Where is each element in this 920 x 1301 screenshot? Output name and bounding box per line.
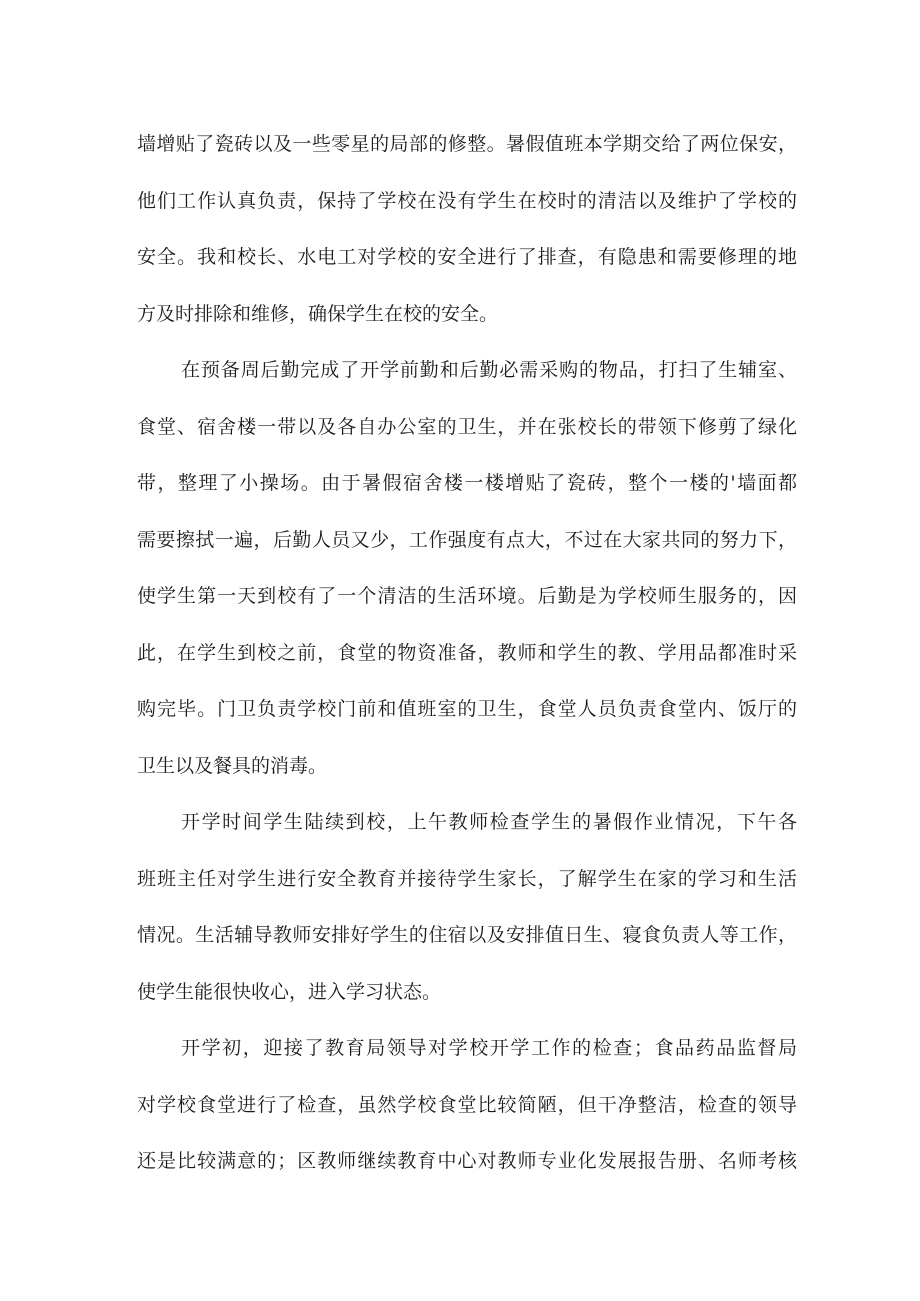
paragraph-3 <box>137 794 797 1020</box>
text-line: 墙增贴了瓷砖以及一些零星的局部的修整。暑假值班本学期交给了两位保安， <box>137 133 797 155</box>
paragraph-1 <box>137 116 797 342</box>
text-line: 开学时间学生陆续到校，上午教师检查学生的暑假作业情况，下午各 <box>181 811 797 833</box>
text-line: 情况。生活辅导教师安排好学生的住宿以及安排值日生、寝食负责人等工作， <box>137 924 797 946</box>
text-line: 在预备周后勤完成了开学前勤和后勤必需采购的物品，打扫了生辅室、 <box>181 359 797 381</box>
text-line: 卫生以及餐具的消毒。 <box>137 754 328 777</box>
text-line: 安全。我和校长、水电工对学校的安全进行了排查，有隐患和需要修理的地 <box>137 246 797 268</box>
text-line: 对学校食堂进行了检查，虽然学校食堂比较简陋，但干净整洁，检查的领导 <box>137 1093 797 1116</box>
text-line: 购完毕。门卫负责学校门前和值班室的卫生，食堂人员负责食堂内、饭厅的 <box>137 698 797 720</box>
document-body <box>137 116 797 1190</box>
text-line: 食堂、宿舍楼一带以及各自办公室的卫生，并在张校长的带领下修剪了绿化 <box>137 415 797 438</box>
text-line: 使学生能很快收心，进入学习状态。 <box>137 980 442 1003</box>
paragraph-4 <box>137 1020 797 1190</box>
text-line: 还是比较满意的；区教师继续教育中心对教师专业化发展报告册、名师考核 <box>137 1150 797 1172</box>
text-line: 使学生第一天到校有了一个清洁的生活环境。后勤是为学校师生服务的，因 <box>137 585 797 607</box>
text-line: 班班主任对学生进行安全教育并接待学生家长，了解学生在家的学习和生活 <box>137 867 797 890</box>
text-line: 他们工作认真负责，保持了学校在没有学生在校时的清洁以及维护了学校的 <box>137 189 797 212</box>
text-line: 需要擦拭一遍，后勤人员又少，工作强度有点大，不过在大家共同的努力下， <box>137 528 797 551</box>
text-line: 带，整理了小操场。由于暑假宿舍楼一楼增贴了瓷砖，整个一楼的'墙面都 <box>137 472 797 494</box>
text-line: 开学初，迎接了教育局领导对学校开学工作的检查；食品药品监督局 <box>181 1037 797 1059</box>
text-line: 方及时排除和维修，确保学生在校的安全。 <box>137 302 499 325</box>
paragraph-2 <box>137 342 797 794</box>
text-line: 此，在学生到校之前，食堂的物资准备，教师和学生的教、学用品都准时采 <box>137 641 797 664</box>
